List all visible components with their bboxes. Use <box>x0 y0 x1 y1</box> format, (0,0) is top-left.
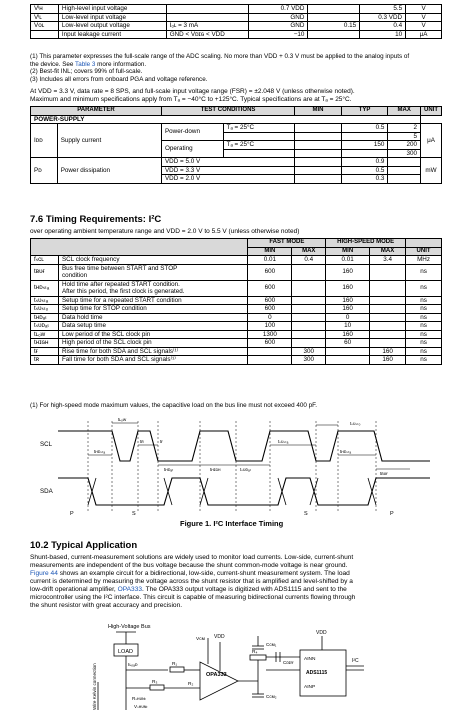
fast-max-cell: 300 <box>292 347 326 356</box>
parameter-cell: Bus free time between START and STOP condition <box>58 264 248 280</box>
parameter-cell: SCL clock frequency <box>58 256 248 265</box>
symbol-cell: tʀ <box>31 356 59 365</box>
hs-max-cell <box>370 264 406 280</box>
max-cell: 200 <box>388 141 421 150</box>
timing-label: tʀ <box>140 439 144 444</box>
typ-cell <box>341 132 388 141</box>
fast-min-cell <box>248 356 292 365</box>
col-test-conditions: TEST CONDITIONS <box>161 107 294 116</box>
min-cell: GND <box>248 13 308 22</box>
parameter-cell: Fall time for both SDA and SCL signals⁽¹⁾ <box>58 356 248 365</box>
note-1: (1) This parameter expresses the full-scale range of the ADC scaling. No more than VDD + 0.3 V must be applied to the analog inputs of <box>30 53 410 60</box>
r3-label: R₃ <box>152 680 158 685</box>
typ-cell <box>308 30 360 39</box>
min-cell <box>295 149 342 158</box>
min-cell <box>295 141 342 150</box>
fast-min-cell: 100 <box>248 322 292 331</box>
paragraph-line: the shunt resistor with great accuracy and precision. <box>30 602 183 609</box>
hs-max-cell <box>370 330 406 339</box>
typ-cell: 0.15 <box>308 22 360 31</box>
unit-cell: ns <box>406 280 442 296</box>
fast-min-cell: 0 <box>248 313 292 322</box>
symbol-cell <box>31 30 59 39</box>
timing-label: tₛᴜₛₜₒ <box>350 421 361 426</box>
unit-cell: ns <box>406 339 442 348</box>
fast-max-cell: 300 <box>292 356 326 365</box>
col-fast-max: MAX <box>292 247 326 256</box>
ainp-label: AINP <box>304 685 316 690</box>
hs-min-cell: 160 <box>326 296 370 305</box>
symbol-cell: Vᴵʜ <box>31 5 59 14</box>
timing-label: tʙᴜғ <box>380 471 388 476</box>
unit-cell: V <box>406 5 442 14</box>
hs-max-cell <box>370 280 406 296</box>
sda-label: SDA <box>40 488 53 495</box>
max-cell: 5 <box>388 132 421 141</box>
fast-max-cell <box>292 280 326 296</box>
timing-footnote: (1) For high-speed mode maximum values, the capacitive load on the bus line must not exceed 400 pF. <box>30 402 318 409</box>
vdd-label-2: VDD <box>316 630 327 636</box>
unit-cell: ns <box>406 313 442 322</box>
r1-label: R₁ <box>172 662 178 667</box>
col-fast-min: MIN <box>248 247 292 256</box>
min-cell <box>295 132 342 141</box>
col-max: MAX <box>388 107 421 116</box>
kelvin-label: Wire Kelvin connection <box>92 663 97 710</box>
r4-label: R₄ <box>252 650 258 655</box>
timing-label: tʟₒᴡ <box>118 417 127 422</box>
table-row <box>31 305 442 314</box>
r2-label: R₂ <box>188 682 194 687</box>
power-supply-table <box>30 106 442 184</box>
table-row <box>31 30 442 39</box>
timing-table <box>30 238 442 365</box>
condition-cell: VDD = 3.3 V <box>161 166 294 175</box>
parameter-cell: Power dissipation <box>57 158 161 184</box>
section-7-6-title: 7.6 Timing Requirements: I²C <box>30 214 162 225</box>
col-hs-min: MIN <box>326 247 370 256</box>
table-row <box>31 158 442 167</box>
sda-waveform <box>58 478 430 505</box>
parameter-cell: Setup time for STOP condition <box>58 305 248 314</box>
max-cell: 0.4 <box>360 22 406 31</box>
table-row <box>31 5 442 14</box>
fast-min-cell: 600 <box>248 280 292 296</box>
parameter-cell: Hold time after repeated START condition. After this period, the first clock is generated. <box>58 280 248 296</box>
typ-cell: 0.9 <box>341 158 388 167</box>
col-unit-blank <box>406 239 442 248</box>
hs-max-cell: 160 <box>370 347 406 356</box>
min-cell: 0.7 VDD <box>248 5 308 14</box>
rshunt-label: Rₛʜᴜɴₜ <box>132 696 146 701</box>
hs-min-cell: 160 <box>326 330 370 339</box>
conditions-line-1: At VDD = 3.3 V, data rate = 8 SPS, and full-scale input voltage range (FSR) = ±2.048 V (unless otherwise noted). <box>30 88 355 95</box>
hs-max-cell <box>370 322 406 331</box>
condition-marker: P <box>390 511 394 517</box>
parameter-cell: Data setup time <box>58 322 248 331</box>
parameter-cell: Low-level output voltage <box>58 22 166 31</box>
condition-marker: S <box>132 511 136 517</box>
condition-cell: Iₒʟ = 3 mA <box>166 22 248 31</box>
table-row <box>31 280 442 296</box>
hs-min-cell: 160 <box>326 280 370 296</box>
timing-label: tʜᴅₐₜ <box>164 467 174 472</box>
fast-max-cell <box>292 330 326 339</box>
condition-cell: Tₐ = 25°C <box>223 124 295 133</box>
i2c-timing-diagram <box>40 413 440 518</box>
i2c-label: I²C <box>352 658 359 664</box>
fast-max-cell: 0.4 <box>292 256 326 265</box>
col-unit: UNIT <box>406 247 442 256</box>
hv-bus-label: High-Voltage Bus <box>108 624 151 630</box>
typ-cell <box>308 13 360 22</box>
timing-label: tₛᴜᴅₐₜ <box>240 467 252 472</box>
unit-cell: MHz <box>406 256 442 265</box>
min-cell <box>295 175 342 184</box>
unit-cell: ns <box>406 296 442 305</box>
condition-cell: VDD = 2.0 V <box>161 175 294 184</box>
table-row <box>31 13 442 22</box>
hs-min-cell: 160 <box>326 264 370 280</box>
unit-cell: ns <box>406 330 442 339</box>
condition-cell <box>223 132 295 141</box>
condition-marker: S <box>304 511 308 517</box>
section-10-2-title: 10.2 Typical Application <box>30 540 138 551</box>
parameter-cell: High-level input voltage <box>58 5 166 14</box>
fast-max-cell <box>292 313 326 322</box>
timing-label: tғ <box>160 439 163 444</box>
max-cell: 10 <box>360 30 406 39</box>
fast-min-cell: 0.01 <box>248 256 292 265</box>
condition-operating: Operating <box>161 141 223 158</box>
table-row <box>31 313 442 322</box>
hs-max-cell: 160 <box>370 356 406 365</box>
typ-cell: 150 <box>341 141 388 150</box>
table-row <box>31 330 442 339</box>
max-cell <box>388 175 421 184</box>
input-spec-table <box>30 4 442 39</box>
symbol-cell: tʜɪɢʜ <box>31 339 59 348</box>
hs-max-cell <box>370 305 406 314</box>
ccm1-label: Cᴄᴍ₁ <box>266 642 277 647</box>
hs-min-cell: 60 <box>326 339 370 348</box>
circuit-diagram <box>90 622 390 711</box>
symbol-cell: Vᴏʟ <box>31 22 59 31</box>
parameter-cell: Supply current <box>57 124 161 158</box>
symbol-cell: tʜᴅₐₜ <box>31 313 59 322</box>
symbol-cell: tʜᴅₛₜₐ <box>31 280 59 296</box>
max-cell <box>388 166 421 175</box>
parameter-cell: Input leakage current <box>58 30 166 39</box>
timing-label: tʜɪɢʜ <box>210 467 221 472</box>
symbol-cell: tₛᴜₛₜₐ <box>31 296 59 305</box>
note-2: (2) Best-fit INL; covers 99% of full-scale. <box>30 68 143 76</box>
paragraph-line: Shunt-based, current-measurement solutions are widely used to monitor load currents. Low-side, current-shunt <box>30 554 354 561</box>
fast-max-cell <box>292 322 326 331</box>
figure-44-link[interactable]: Figure 44 <box>30 570 58 577</box>
col-min: MIN <box>295 107 342 116</box>
parameter-cell: Low period of the SCL clock pin <box>58 330 248 339</box>
symbol-cell: Pᴅ <box>31 158 58 184</box>
symbol-cell: fₛᴄʟ <box>31 256 59 265</box>
vshunt-label: Vₛʜᴜɴₜ <box>134 704 148 709</box>
col-high-speed-mode: HIGH-SPEED MODE <box>326 239 406 248</box>
condition-cell <box>166 13 248 22</box>
max-cell: 0.3 VDD <box>360 13 406 22</box>
max-cell: 2 <box>388 124 421 133</box>
min-cell <box>295 124 342 133</box>
hs-max-cell <box>370 313 406 322</box>
note-1-cont: the device. See Table 3 more information. <box>30 60 147 68</box>
ccm2-label: Cᴄᴍ₂ <box>266 694 277 699</box>
symbol-cell: tₛᴜᴅₐₜ <box>31 322 59 331</box>
col-blank <box>31 239 248 256</box>
table-notes <box>30 53 450 83</box>
max-cell: 5.5 <box>360 5 406 14</box>
min-cell <box>295 166 342 175</box>
paragraph-line: low-drift operational amplifier, OPA333. The OPA333 output voltage is digitized with ADS1115 and sent to the <box>30 586 347 593</box>
table-row <box>31 124 442 133</box>
fast-max-cell <box>292 339 326 348</box>
opa333-amp <box>200 662 238 700</box>
unit-cell: ns <box>406 356 442 365</box>
hs-max-cell <box>370 339 406 348</box>
fast-max-cell <box>292 264 326 280</box>
unit-cell: V <box>406 22 442 31</box>
min-cell <box>295 158 342 167</box>
table-row <box>31 22 442 31</box>
paragraph-line: microcontroller using the I²C interface. This circuit is capable of measuring bidirectional currents flowing through <box>30 594 356 601</box>
fast-max-cell <box>292 296 326 305</box>
table-row <box>31 339 442 348</box>
spec-conditions <box>30 88 460 104</box>
condition-cell <box>166 5 248 14</box>
unit-cell: μA <box>421 124 442 158</box>
paragraph-line: measurements are independent of the bus voltage because the shunt common-mode voltage is near ground. <box>30 562 348 569</box>
hs-min-cell: 0.01 <box>326 256 370 265</box>
figure-1-caption: Figure 1. I²C Interface Timing <box>180 519 284 528</box>
fast-min-cell <box>248 347 292 356</box>
min-cell: GND <box>248 22 308 31</box>
hs-min-cell <box>326 356 370 365</box>
scl-waveform <box>58 431 430 461</box>
unit-cell: ns <box>406 322 442 331</box>
parameter-cell: Rise time for both SDA and SCL signals⁽¹⁾ <box>58 347 248 356</box>
col-fast-mode: FAST MODE <box>248 239 326 248</box>
note-3: (3) Includes all errors from onboard PGA and voltage reference. <box>30 75 208 83</box>
unit-cell: ns <box>406 305 442 314</box>
fast-min-cell: 600 <box>248 264 292 280</box>
opa333-link[interactable]: OPA333 <box>117 586 143 593</box>
typical-application-text <box>30 554 470 610</box>
symbol-cell: tₛᴜₛₜₒ <box>31 305 59 314</box>
col-typ: TYP <box>341 107 388 116</box>
table-row <box>31 256 442 265</box>
condition-cell: GND < Vᴅɪɢ < VDD <box>166 30 248 39</box>
vdd-label-1: VDD <box>214 634 225 640</box>
condition-cell: Tₐ = 25°C <box>223 141 295 150</box>
scl-label: SCL <box>40 441 53 448</box>
fast-min-cell: 1300 <box>248 330 292 339</box>
ads1115-label: ADS1115 <box>306 670 328 676</box>
col-hs-max: MAX <box>370 247 406 256</box>
cdiff-label: Cᴅɪғғ <box>283 660 294 665</box>
typ-cell: 0.5 <box>341 166 388 175</box>
symbol-cell: tʟₒᴡ <box>31 330 59 339</box>
fast-max-cell <box>292 305 326 314</box>
table-row <box>31 347 442 356</box>
table-row <box>31 296 442 305</box>
ainn-label: AINN <box>304 657 316 662</box>
max-cell <box>388 158 421 167</box>
parameter-cell: Low-level input voltage <box>58 13 166 22</box>
timing-label: tʜᴅₛₜₐ <box>94 449 106 454</box>
hs-min-cell <box>326 347 370 356</box>
load-label: LOAD <box>118 649 133 655</box>
condition-cell: VDD = 5.0 V <box>161 158 294 167</box>
table-3-link[interactable]: Table 3 <box>75 60 96 68</box>
paragraph-line: Figure 44 shows an example circuit for a bidirectional, low-side, current-shunt measurement system. The load <box>30 570 350 577</box>
timing-label: tₛᴜₛₜₐ <box>278 439 289 444</box>
parameter-cell: Setup time for a repeated START condition <box>58 296 248 305</box>
timing-label: tʜᴅₛₜₐ <box>340 449 352 454</box>
hs-min-cell: 10 <box>326 322 370 331</box>
hs-max-cell: 3.4 <box>370 256 406 265</box>
unit-cell: ns <box>406 347 442 356</box>
fast-min-cell: 600 <box>248 339 292 348</box>
typ-cell <box>341 149 388 158</box>
unit-cell: ns <box>406 264 442 280</box>
condition-power-down: Power-down <box>161 124 223 141</box>
typ-cell <box>308 5 360 14</box>
typ-cell: 0.3 <box>341 175 388 184</box>
col-parameter: PARAMETER <box>31 107 162 116</box>
conditions-line-2: Maximum and minimum specifications apply from Tₐ = −40°C to +125°C. Typical specifications are at Tₐ = 25°C. <box>30 96 352 103</box>
symbol-cell: tғ <box>31 347 59 356</box>
max-cell: 300 <box>388 149 421 158</box>
table-row <box>31 322 442 331</box>
parameter-cell: Data hold time <box>58 313 248 322</box>
condition-marker: P <box>70 511 74 517</box>
parameter-cell: High period of the SCL clock pin <box>58 339 248 348</box>
typ-cell: 0.5 <box>341 124 388 133</box>
min-cell: −10 <box>248 30 308 39</box>
paragraph-line: current is determined by measuring the voltage across the shunt resistor that is amplified and level-shifted by a <box>30 578 353 585</box>
hs-max-cell <box>370 296 406 305</box>
hs-min-cell: 160 <box>326 305 370 314</box>
fast-min-cell: 600 <box>248 305 292 314</box>
symbol-cell: Iᴅᴅ <box>31 124 58 158</box>
iload-label: Iʟₒₐᴅ <box>128 663 138 668</box>
col-unit: UNIT <box>421 107 442 116</box>
section-power-supply: POWER-SUPPLY <box>31 115 421 124</box>
unit-cell: μA <box>406 30 442 39</box>
symbol-cell: Vᴵʟ <box>31 13 59 22</box>
symbol-cell: tʙᴜғ <box>31 264 59 280</box>
condition-cell <box>223 149 295 158</box>
vcm-label: Vᴄᴍ <box>196 637 205 642</box>
table-row <box>31 264 442 280</box>
unit-cell: mW <box>421 158 442 184</box>
opa333-label: OPA333 <box>206 672 227 678</box>
section-7-6-subtitle: over operating ambient temperature range and VDD = 2.0 V to 5.5 V (unless otherwise noted) <box>30 228 300 235</box>
hs-min-cell: 0 <box>326 313 370 322</box>
table-row <box>31 356 442 365</box>
unit-cell: V <box>406 13 442 22</box>
fast-min-cell: 600 <box>248 296 292 305</box>
